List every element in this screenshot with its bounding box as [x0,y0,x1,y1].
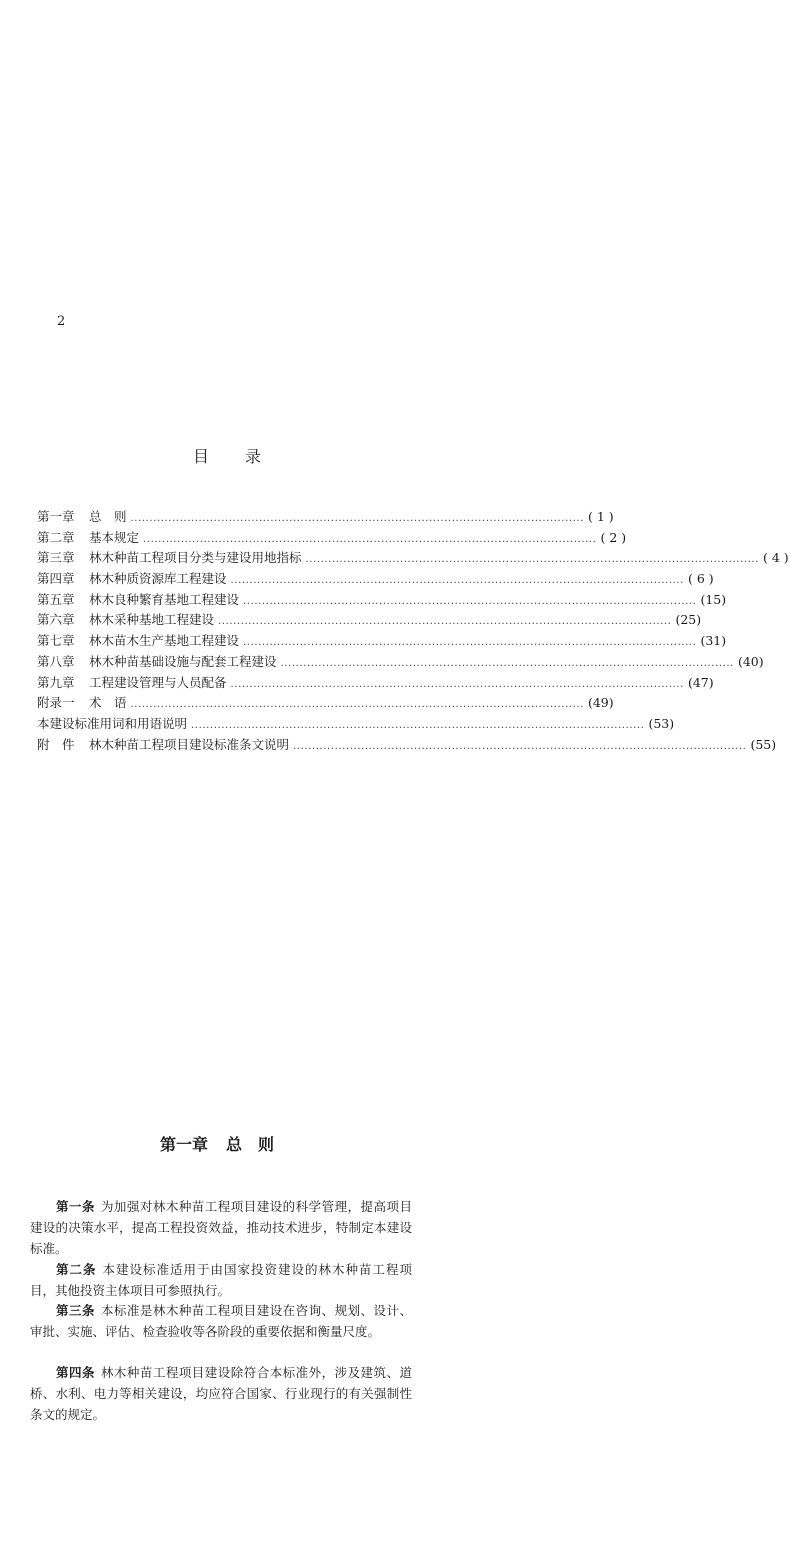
toc-leader-dots: ........................................................................................................................ [293,740,747,752]
toc-entry[interactable] [37,610,702,631]
article-4 [30,1362,412,1425]
toc-entry[interactable] [37,528,627,549]
toc-title [193,444,263,467]
toc-entry-chapter: 附录一 [37,695,75,711]
chapter-name: 总 则 [226,1135,275,1154]
toc-leader-dots: ........................................................................................................................ [243,637,697,649]
article-2 [30,1259,412,1301]
article-1 [30,1196,412,1259]
toc-entry-title: 术 语 [89,695,127,711]
page-number: 2 [57,314,66,329]
toc-leader-dots: ........................................................................................................................ [305,554,759,566]
article-label: 第三条 [56,1303,95,1318]
toc-entry-title: 林木种质资源库工程建设 [89,571,227,587]
article-label: 第一条 [56,1199,95,1214]
toc-entry-title: 林木苗木生产基地工程建设 [89,633,240,649]
toc-entry[interactable] [37,714,675,735]
toc-entry[interactable] [37,673,714,694]
toc-entry-page: (47) [687,674,714,690]
toc-entry-title: 林木良种繁育基地工程建设 [89,591,240,607]
toc-entry[interactable] [37,548,789,569]
article-label: 第四条 [56,1365,95,1380]
toc-leader-dots: ........................................................................................................................ [230,678,684,690]
toc-leader-dots: ........................................................................................................................ [280,657,734,669]
article-text: 林木种苗工程项目建设除符合本标准外，涉及建筑、道桥、水利、电力等相关建设，均应符合国家、行业现行的有关强制性条文的规定。 [30,1365,412,1422]
toc-entry-chapter: 第一章 [37,509,75,524]
toc-entry-chapter: 第六章 [37,612,75,628]
toc-entry-page: ( 6 ) [687,571,714,587]
toc-entry-title: 本建设标准用词和用语说明 [37,715,188,731]
toc-entry-title: 林木采种基地工程建设 [89,612,215,628]
toc-entry-page: (53) [648,715,675,731]
toc-entry-chapter: 第四章 [37,571,75,587]
toc-entry-page: (25) [675,612,702,628]
toc-entry-page: (55) [750,736,777,752]
toc-title-part-2: 录 [245,447,264,466]
toc-leader-dots: ........................................................................................................................ [130,699,584,711]
toc-entry-page: ( 1 ) [587,509,614,524]
toc-entry-page: (31) [700,633,727,649]
toc-leader-dots: ........................................................................................................................ [130,513,584,524]
toc-entry-chapter: 附 件 [37,736,75,752]
toc-entry-page: (49) [587,695,614,711]
toc-entry-title: 林木种苗工程项目分类与建设用地指标 [89,550,302,566]
toc-entry-title: 林木种苗工程项目建设标准条文说明 [89,736,290,752]
toc-entry-page: (15) [700,591,727,607]
toc-entry-chapter: 第七章 [37,633,75,649]
toc-entry[interactable] [37,590,727,611]
article-text: 为加强对林木种苗工程项目建设的科学管理，提高项目建设的决策水平，提高工程投资效益，推动技术进步，特制定本建设标准。 [30,1199,412,1256]
toc-entry-chapter: 第九章 [37,674,75,690]
toc-entry[interactable] [37,735,777,756]
toc-leader-dots: ........................................................................................................................ [230,575,684,587]
article-3 [30,1300,412,1342]
chapter-heading [160,1132,274,1155]
toc-leader-dots: ........................................................................................................................ [218,616,672,628]
article-text: 本标准是林木种苗工程项目建设在咨询、规划、设计、审批、实施、评估、检查验收等各阶段的重要依据和衡量尺度。 [30,1303,412,1339]
article-text: 本建设标准适用于由国家投资建设的林木种苗工程项目，其他投资主体项目可参照执行。 [30,1262,412,1298]
toc-entry-chapter: 第二章 [37,529,75,545]
toc-entry-title: 基本规定 [89,529,140,545]
toc-entry-chapter: 第五章 [37,591,75,607]
toc-entry[interactable] [37,569,714,590]
toc-entry[interactable] [37,693,614,714]
toc-leader-dots: ........................................................................................................................ [243,595,697,607]
toc-entry[interactable] [37,631,727,652]
toc-entry[interactable] [37,652,764,673]
toc-leader-dots: ........................................................................................................................ [143,533,597,545]
toc-entry-title: 工程建设管理与人员配备 [89,674,227,690]
toc-entry-title: 总 则 [89,509,127,524]
toc-entry-page: ( 2 ) [600,529,627,545]
toc-entry[interactable] [37,507,614,528]
toc-entry-page: (40) [737,653,764,669]
toc-entry-page: ( 4 ) [762,550,789,566]
chapter-number: 第一章 [160,1135,209,1154]
table-of-contents [37,507,789,755]
article-label: 第二条 [56,1262,97,1277]
toc-entry-chapter: 第三章 [37,550,75,566]
toc-title-part-1: 目 [193,447,212,466]
toc-entry-chapter: 第八章 [37,653,75,669]
toc-leader-dots: ........................................................................................................................ [191,719,645,731]
toc-entry-title: 林木种苗基础设施与配套工程建设 [89,653,277,669]
